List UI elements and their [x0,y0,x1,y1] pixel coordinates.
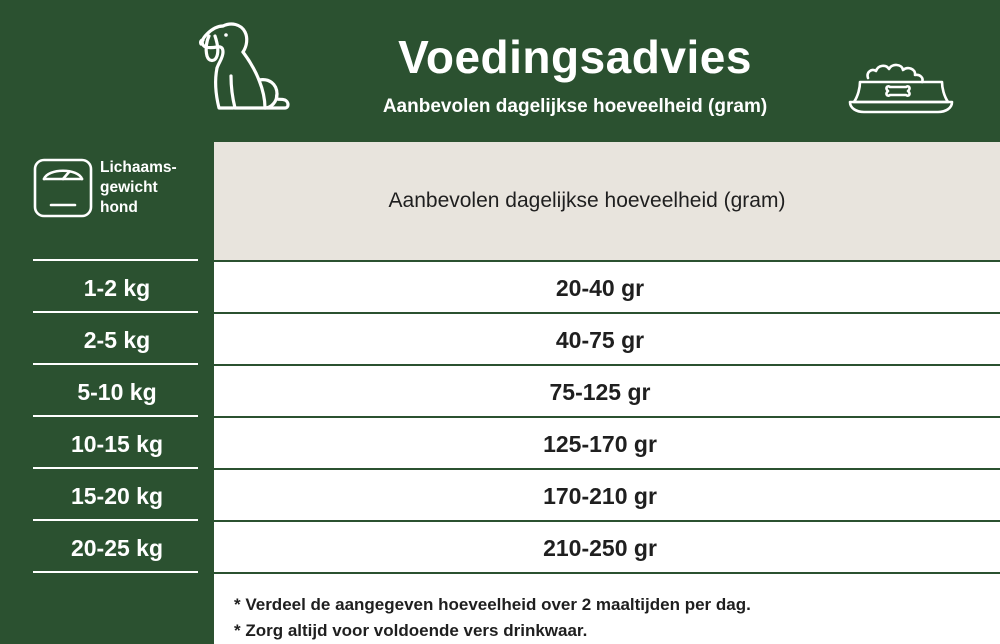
body-weight-label-line: Lichaams- [100,159,177,176]
row-divider [33,415,198,417]
row-divider [33,467,198,469]
weight-cell: 5-10 kg [77,378,157,405]
amount-column-header: Aanbevolen dagelijkse hoeveelheid (gram) [214,142,1000,260]
amount-cell: 210-250 gr [543,534,657,561]
weighing-scale-icon [32,157,94,219]
page-title: Voedingsadvies [398,31,752,83]
dog-icon [193,18,293,118]
food-bowl-icon [846,60,956,120]
row-divider [33,571,198,573]
body-weight-label-line: gewicht [100,179,158,196]
weight-cell: 20-25 kg [70,534,164,561]
notes [234,592,984,644]
body-weight-label-line: hond [100,199,138,216]
row-divider [33,259,198,261]
amount-panel [214,142,1000,644]
weight-cell: 10-15 kg [70,430,164,457]
amount-cell: 125-170 gr [543,430,657,457]
amount-cell: 170-210 gr [543,482,657,509]
row-divider [33,311,198,313]
row-divider [33,363,198,365]
body-weight-label [100,158,210,218]
amount-cell: 75-125 gr [549,378,651,405]
row-divider [33,519,198,521]
note-line: * Zorg altijd voor voldoende vers drinkwaar. [234,621,588,640]
note-line: * Verdeel de aangegeven hoeveelheid over 2 maaltijden per dag. [234,595,751,614]
page-subtitle: Aanbevolen dagelijkse hoeveelheid (gram) [382,96,768,117]
weight-cell: 1-2 kg [83,274,151,301]
weight-cell: 2-5 kg [83,326,151,353]
row-divider [214,572,1000,574]
amount-cell: 40-75 gr [555,326,645,353]
amount-cell: 20-40 gr [555,274,645,301]
weight-cell: 15-20 kg [70,482,164,509]
